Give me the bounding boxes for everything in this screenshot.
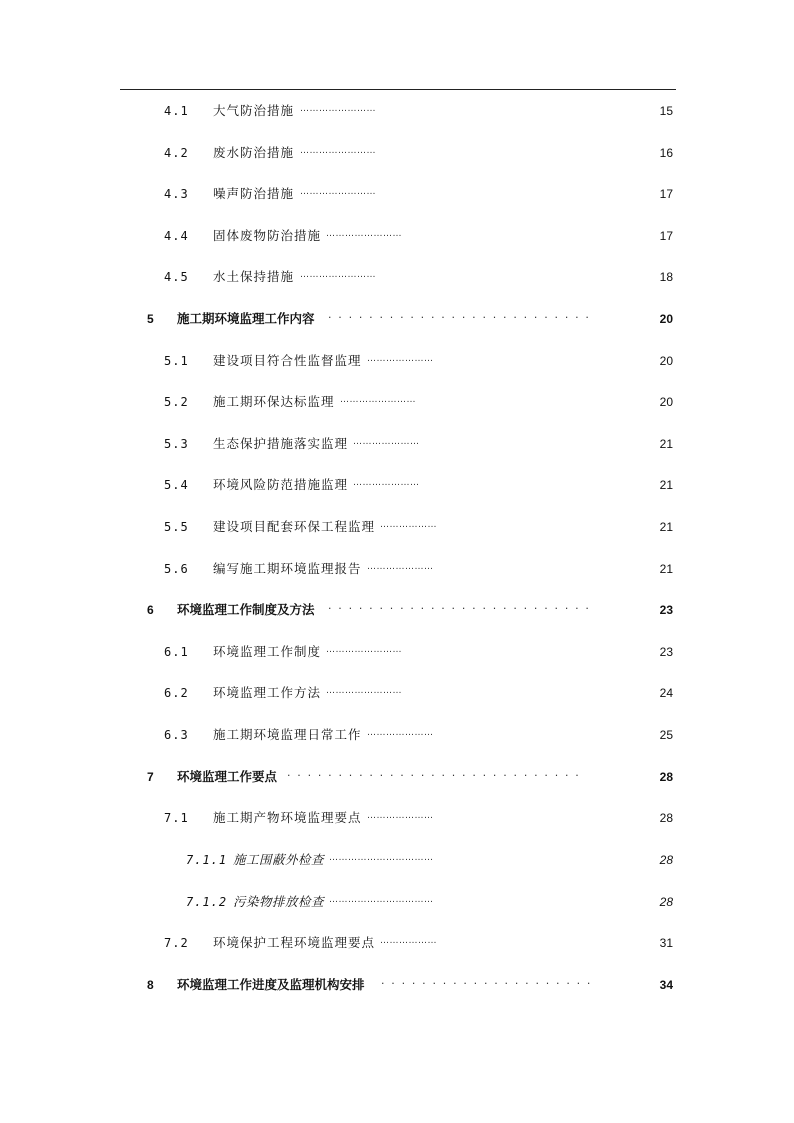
toc-leader-dots: ………………: [380, 520, 437, 530]
toc-entry-number: 7: [147, 770, 154, 784]
toc-leader-dots: …………………: [353, 478, 420, 488]
toc-entry-page: 20: [659, 312, 673, 326]
toc-entry-page: 17: [659, 187, 673, 201]
toc-entry[interactable]: [0, 516, 794, 538]
toc-entry-title: 环境风险防范措施监理: [213, 477, 349, 492]
toc-entry-title: 建设项目符合性监督监理: [213, 353, 362, 368]
toc-entry-page: 21: [659, 562, 673, 576]
toc-entry[interactable]: [0, 558, 794, 580]
toc-entry-title: 环境监理工作方法: [213, 685, 322, 700]
toc-leader-dots: ……………………: [326, 686, 402, 696]
toc-entry-title: 施工期环保达标监理: [213, 394, 335, 409]
toc-entry-title: 生态保护措施落实监理: [213, 436, 349, 451]
toc-entry-number: 7.1.1: [186, 853, 228, 867]
toc-entry[interactable]: [0, 474, 794, 496]
toc-leader-dots: ·····················: [381, 977, 598, 990]
toc-chapter-entry[interactable]: [0, 766, 794, 788]
toc-entry-page: 17: [659, 229, 673, 243]
toc-entry-title: 环境监理工作进度及监理机构安排: [177, 977, 365, 992]
toc-entry[interactable]: [0, 350, 794, 372]
toc-leader-dots: …………………: [367, 728, 434, 738]
toc-entry[interactable]: [0, 682, 794, 704]
toc-entry-number: 5: [147, 312, 154, 326]
toc-entry-page: 28: [659, 811, 673, 825]
toc-chapter-entry[interactable]: [0, 974, 794, 996]
toc-entry-number: 5.3: [164, 437, 189, 451]
toc-entry[interactable]: [0, 433, 794, 455]
toc-entry[interactable]: [0, 391, 794, 413]
toc-entry-page: 34: [659, 978, 673, 992]
toc-chapter-entry[interactable]: [0, 308, 794, 330]
toc-entry-title: 固体废物防治措施: [213, 228, 322, 243]
toc-leader-dots: …………………: [367, 811, 434, 821]
toc-leader-dots: ……………………………: [329, 853, 434, 863]
toc-entry-number: 5.4: [164, 478, 189, 492]
toc-leader-dots: …………………: [353, 437, 420, 447]
toc-leader-dots: ·····························: [287, 769, 586, 782]
toc-entry-number: 4.4: [164, 229, 189, 243]
toc-entry-number: 8: [147, 978, 154, 992]
toc-entry-title: 施工期环境监理日常工作: [213, 727, 362, 742]
toc-leader-dots: …………………: [367, 562, 434, 572]
toc-subsection-entry[interactable]: [0, 849, 794, 871]
toc-entry[interactable]: [0, 225, 794, 247]
toc-entry-page: 23: [659, 603, 673, 617]
toc-entry-page: 20: [659, 354, 673, 368]
toc-entry[interactable]: [0, 641, 794, 663]
toc-entry-page: 21: [659, 520, 673, 534]
toc-entry[interactable]: [0, 100, 794, 122]
toc-leader-dots: ………………: [380, 936, 437, 946]
toc-entry-title: 编写施工期环境监理报告: [213, 561, 362, 576]
header-rule: [120, 89, 676, 90]
toc-entry-page: 20: [659, 395, 673, 409]
toc-entry-number: 6.2: [164, 686, 189, 700]
toc-entry-title: 建设项目配套环保工程监理: [213, 519, 376, 534]
toc-entry-title: 环境保护工程环境监理要点: [213, 935, 376, 950]
toc-leader-dots: ……………………: [300, 146, 376, 156]
toc-entry-title: 废水防治措施: [213, 145, 295, 160]
toc-entry-page: 21: [659, 478, 673, 492]
toc-leader-dots: ··························: [328, 602, 596, 615]
toc-subsection-entry[interactable]: [0, 891, 794, 913]
toc-entry-page: 16: [659, 146, 673, 160]
toc-entry-number: 4.5: [164, 270, 189, 284]
toc-entry-title: 环境监理工作要点: [177, 769, 278, 784]
toc-entry-number: 5.6: [164, 562, 189, 576]
toc-entry-number: 5.5: [164, 520, 189, 534]
toc-leader-dots: ……………………: [300, 104, 376, 114]
toc-entry[interactable]: [0, 266, 794, 288]
toc-entry-page: 25: [659, 728, 673, 742]
toc-leader-dots: ……………………: [326, 645, 402, 655]
toc-entry-title: 施工期环境监理工作内容: [177, 311, 315, 326]
toc-entry-title: 施工期产物环境监理要点: [213, 810, 362, 825]
toc-entry-number: 4.3: [164, 187, 189, 201]
toc-entry-number: 6.1: [164, 645, 189, 659]
toc-entry-title: 噪声防治措施: [213, 186, 295, 201]
toc-entry-title: 水土保持措施: [213, 269, 295, 284]
toc-entry-page: 28: [659, 853, 673, 867]
toc-entry-title: 大气防治措施: [213, 103, 295, 118]
toc-entry-title: 施工围蔽外检查: [233, 852, 325, 867]
toc-leader-dots: ……………………: [300, 187, 376, 197]
toc-leader-dots: ……………………: [300, 270, 376, 280]
toc-entry-number: 6: [147, 603, 154, 617]
toc-entry-number: 5.1: [164, 354, 189, 368]
toc-entry[interactable]: [0, 724, 794, 746]
toc-entry-number: 4.1: [164, 104, 189, 118]
toc-entry-number: 7.1: [164, 811, 189, 825]
toc-chapter-entry[interactable]: [0, 599, 794, 621]
toc-leader-dots: ……………………………: [329, 895, 434, 905]
toc-leader-dots: …………………: [367, 354, 434, 364]
toc-entry-page: 28: [659, 895, 673, 909]
toc-leader-dots: ……………………: [326, 229, 402, 239]
toc-entry[interactable]: [0, 807, 794, 829]
toc-entry-page: 28: [659, 770, 673, 784]
toc-entry-number: 5.2: [164, 395, 189, 409]
toc-entry-title: 污染物排放检查: [233, 894, 325, 909]
toc-entry-page: 31: [659, 936, 673, 950]
toc-entry-number: 7.2: [164, 936, 189, 950]
toc-entry-page: 18: [659, 270, 673, 284]
toc-entry-page: 24: [659, 686, 673, 700]
toc-entry-title: 环境监理工作制度及方法: [177, 602, 315, 617]
toc-entry[interactable]: [0, 142, 794, 164]
toc-entry-number: 7.1.2: [186, 895, 228, 909]
toc-leader-dots: ……………………: [340, 395, 416, 405]
toc-entry-page: 21: [659, 437, 673, 451]
toc-entry-title: 环境监理工作制度: [213, 644, 322, 659]
toc-entry-number: 4.2: [164, 146, 189, 160]
toc-entry-page: 23: [659, 645, 673, 659]
toc-entry[interactable]: [0, 932, 794, 954]
toc-entry[interactable]: [0, 183, 794, 205]
toc-leader-dots: ··························: [328, 311, 596, 324]
toc-entry-number: 6.3: [164, 728, 189, 742]
toc-entry-page: 15: [659, 104, 673, 118]
